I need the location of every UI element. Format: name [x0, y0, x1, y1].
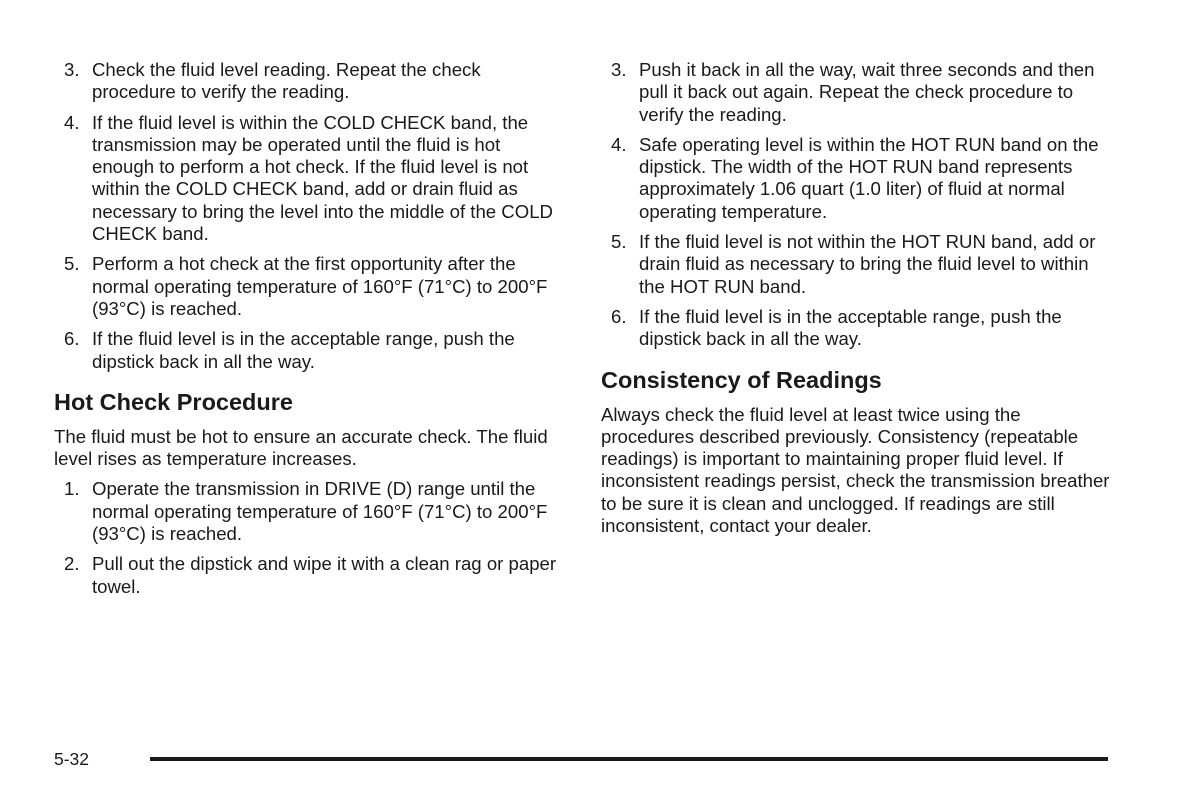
step-number: 6. — [611, 305, 627, 327]
step-text: Pull out the dipstick and wipe it with a clean rag or paper towel. — [92, 553, 557, 597]
list-item — [601, 306, 1111, 351]
step-text: Perform a hot check at the first opportunity after the normal operating temperature of 160°F (71°C) to 200°F (93°C) is reached. — [92, 253, 548, 319]
list-item — [54, 59, 564, 104]
step-number: 2. — [64, 553, 80, 575]
step-number: 3. — [64, 59, 80, 80]
consistency-heading: Consistency of Readings — [601, 366, 882, 393]
step-text: If the fluid level is not within the HOT RUN band, add or drain fluid as necessary to bring the fluid level to within the HOT RUN band. — [639, 231, 1096, 297]
list-item — [54, 553, 564, 598]
step-text: If the fluid level is in the acceptable range, push the dipstick back in all the way. — [639, 305, 1062, 350]
hot-check-intro: The fluid must be hot to ensure an accurate check. The fluid level rises as temperature increases. — [54, 425, 548, 470]
hot-check-heading: Hot Check Procedure — [54, 388, 293, 415]
step-number: 4. — [611, 133, 627, 155]
hot-check-steps-list — [54, 478, 564, 597]
list-item — [601, 231, 1111, 298]
footer-rule — [150, 757, 1108, 761]
step-number: 6. — [64, 328, 80, 350]
step-text: Check the fluid level reading. Repeat the check procedure to verify the reading. — [92, 59, 481, 103]
step-text: Safe operating level is within the HOT RUN band on the dipstick. The width of the HOT RUN band represents approximately 1.06 quart (1.0 liter) of fluid at normal operating temperature. — [639, 133, 1099, 222]
step-number: 5. — [64, 253, 80, 275]
list-item — [54, 328, 564, 373]
list-item — [54, 478, 564, 545]
list-item — [601, 134, 1111, 223]
step-number: 5. — [611, 231, 627, 253]
left-column — [54, 59, 564, 606]
list-item — [54, 253, 564, 320]
step-text: If the fluid level is in the acceptable range, push the dipstick back in all the way. — [92, 328, 515, 372]
hot-check-continued-steps-list — [601, 59, 1111, 351]
list-item — [54, 112, 564, 246]
consistency-paragraph: Always check the fluid level at least twice using the procedures described previously. Consistency (repeatable readings) is important to maintaining proper fluid level. If inconsistent readings persist, check the transmission breather to be sure it is clean and unclogged. If readings are still inconsistent, contact your dealer. — [601, 403, 1110, 537]
step-number: 4. — [64, 111, 80, 133]
page-number: 5-32 — [54, 749, 90, 769]
step-text: Operate the transmission in DRIVE (D) range until the normal operating temperature of 160°F (71°C) to 200°F (93°C) is reached. — [92, 478, 548, 545]
step-text: If the fluid level is within the COLD CHECK band, the transmission may be operated until the fluid is hot enough to perform a hot check. If the fluid level is not within the COLD CHECK band, add or drain fluid as necessary to bring the level into the middle of the COLD CHECK band. — [92, 111, 553, 245]
step-number: 1. — [64, 478, 80, 500]
step-number: 3. — [611, 59, 627, 80]
page-footer — [54, 748, 1108, 770]
cold-check-steps-list — [54, 59, 564, 373]
step-text: Push it back in all the way, wait three seconds and then pull it back out again. Repeat the check procedure to verify the reading. — [639, 59, 1095, 125]
list-item — [601, 59, 1111, 126]
right-column — [601, 59, 1111, 545]
